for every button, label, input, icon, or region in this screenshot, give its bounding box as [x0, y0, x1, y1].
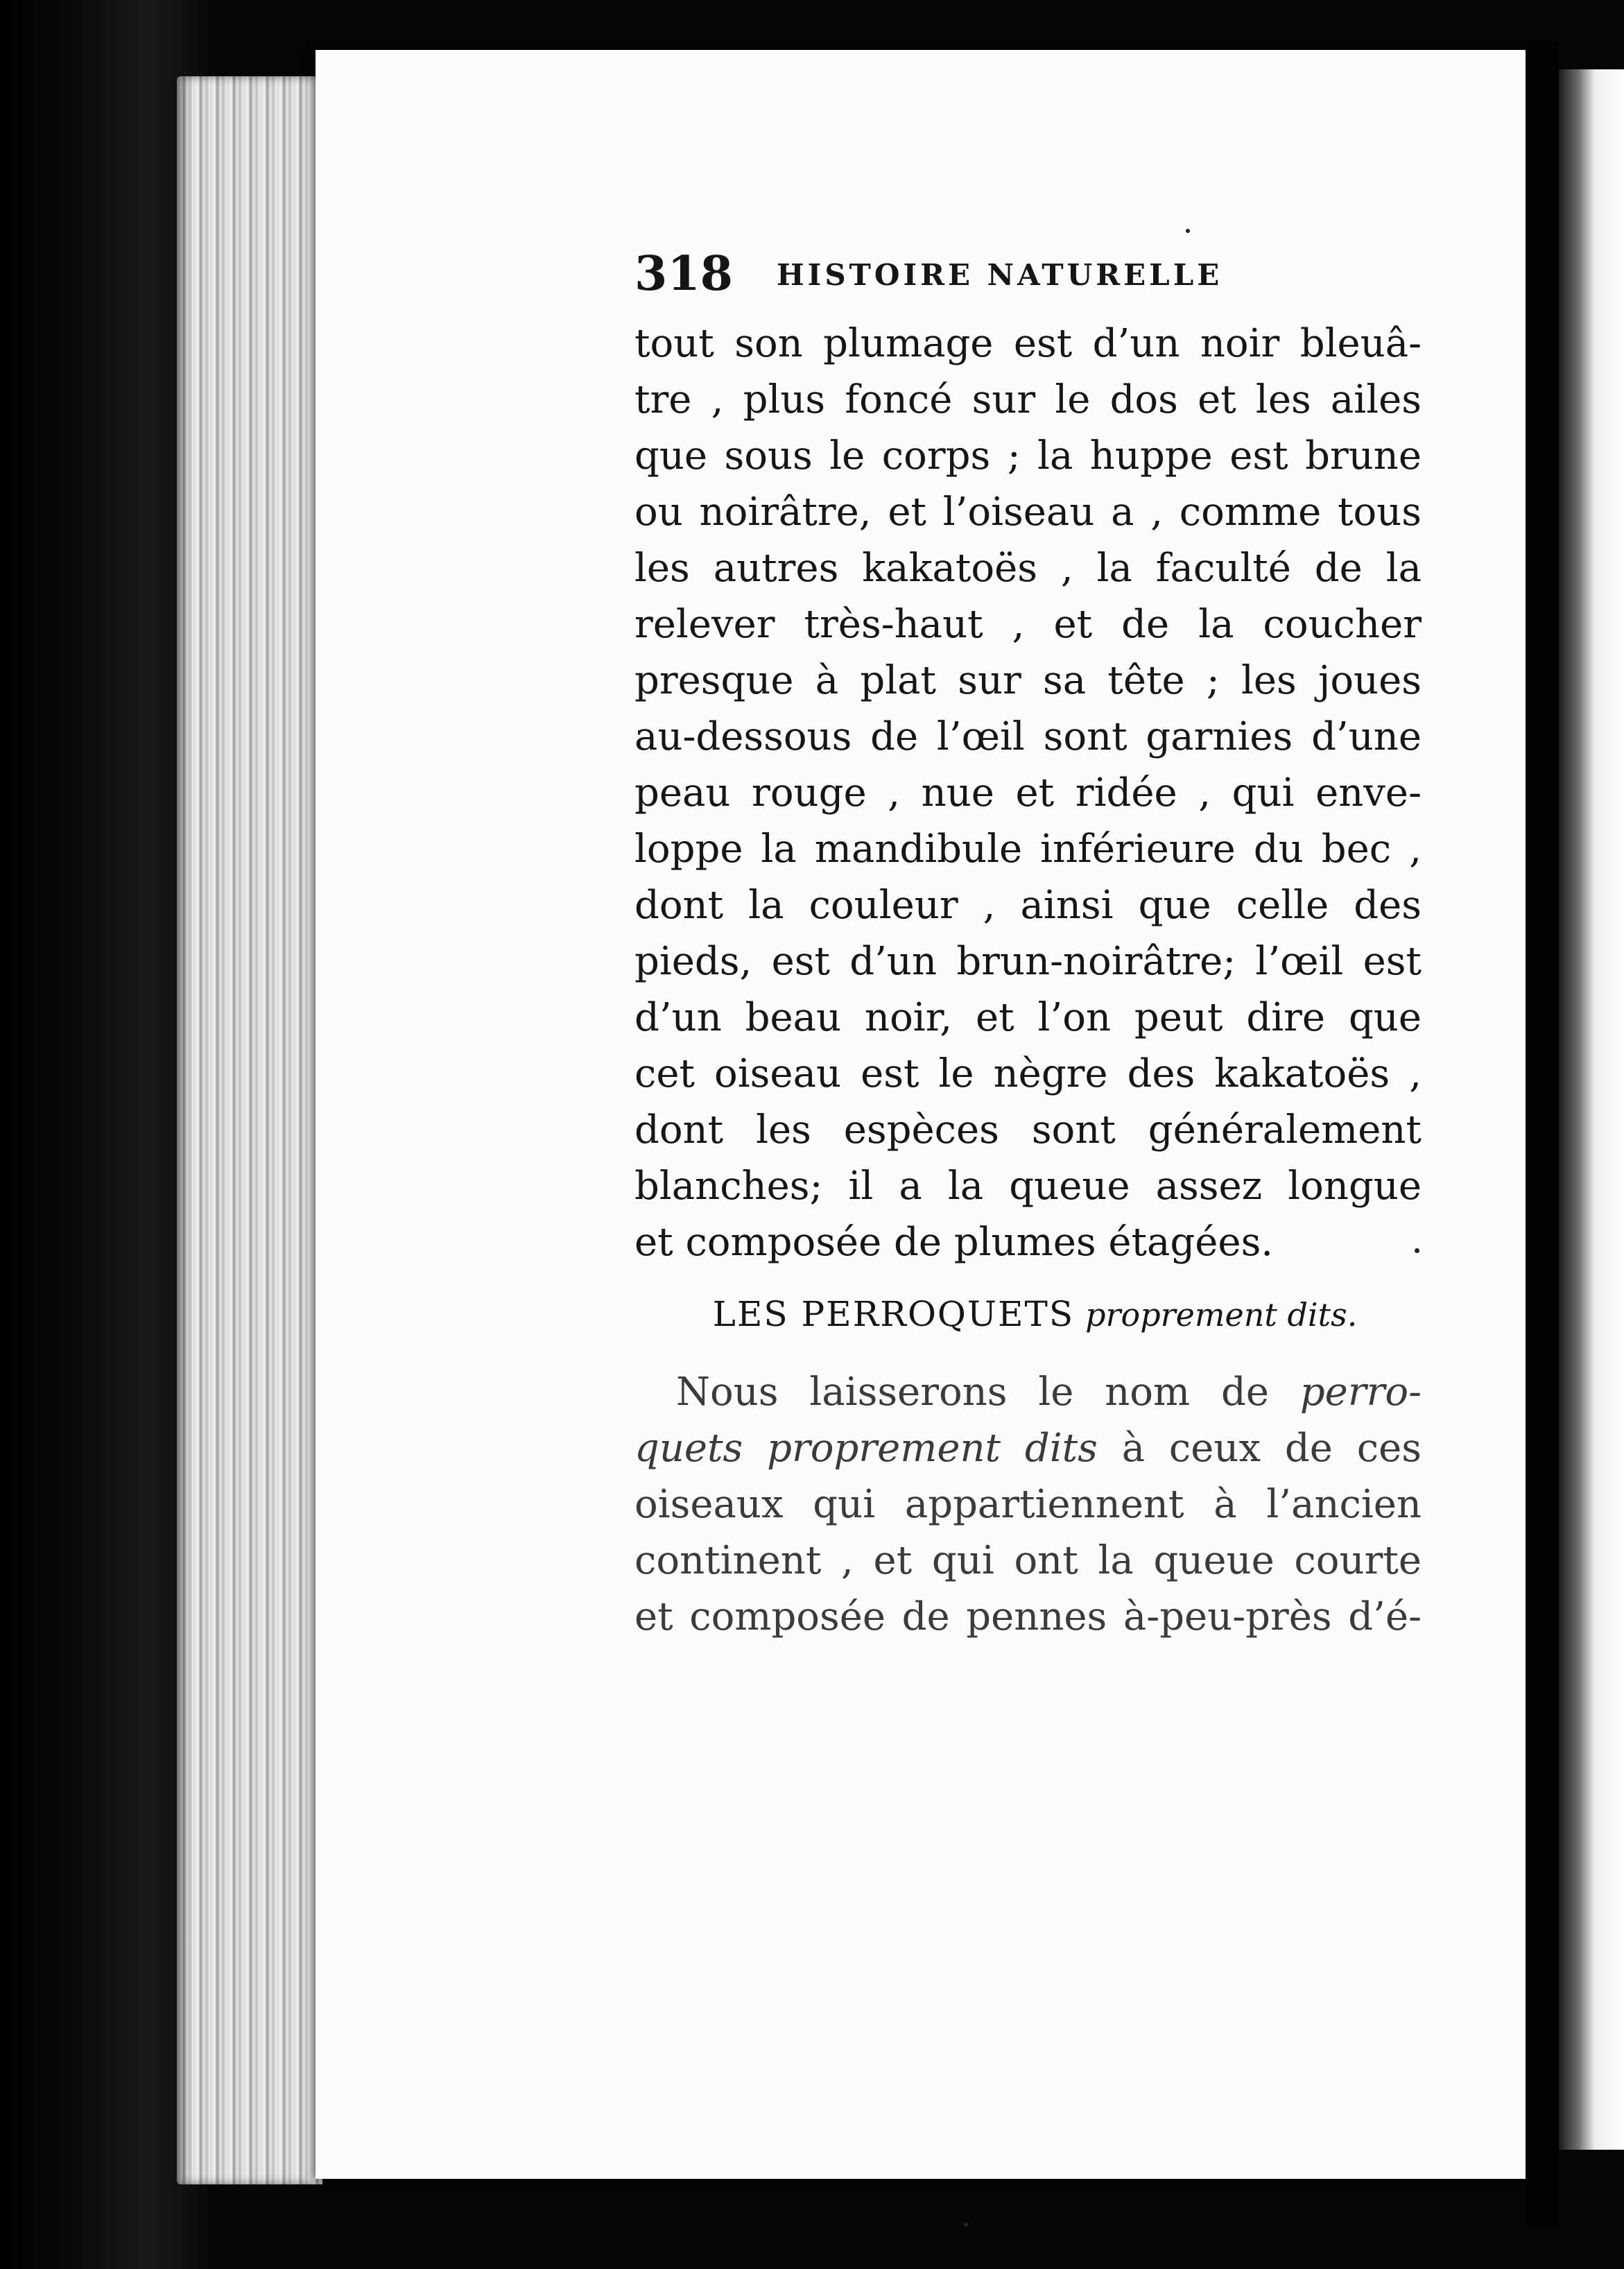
text-line: relever très-haut , et de la coucher [634, 602, 1422, 647]
italic-text: perro- [1299, 1370, 1422, 1415]
text-line: d’un beau noir, et l’on peut dire que [634, 995, 1422, 1040]
paragraph-1 [634, 316, 1422, 1270]
text-line: dont la couleur , ainsi que celle des [634, 883, 1422, 928]
page-number: 318 [634, 246, 733, 302]
text-line: oiseaux qui appartiennent à l’ancien [634, 1482, 1422, 1527]
text-line [634, 1364, 1422, 1420]
running-title: HISTOIRE NATURELLE [777, 258, 1223, 292]
text-line [634, 1420, 1422, 1476]
text-line: loppe la mandibule inférieure du bec , [634, 827, 1422, 872]
text-span: Nous laisserons le nom de [676, 1370, 1300, 1415]
page-edges [177, 76, 322, 2184]
text-line: et composée de plumes étagées. [634, 1220, 1274, 1265]
page-text [634, 239, 1422, 1645]
section-heading-main: LES PERROQUETS [712, 1294, 1075, 1334]
adjacent-page-edge [1559, 69, 1624, 2150]
text-line: au-dessous de l’œil sont garnies d’une [634, 714, 1422, 759]
paragraph-2 [634, 1364, 1422, 1645]
text-line: dont les espèces sont généralement [634, 1107, 1422, 1153]
text-line: blanches; il a la queue assez longue [634, 1164, 1422, 1209]
page-gutter [1526, 42, 1559, 2226]
ink-speck [1186, 229, 1190, 233]
text-span: à ceux de ces [1097, 1426, 1422, 1471]
text-line: les autres kakatoës , la faculté de la [634, 546, 1422, 591]
text-line: continent , et qui ont la queue courte [634, 1538, 1422, 1583]
ink-speck [1415, 1248, 1419, 1253]
text-line: tre , plus foncé sur le dos et les ailes [634, 377, 1422, 422]
running-head [634, 239, 1422, 316]
text-line: peau rouge , nue et ridée , qui enve- [634, 770, 1422, 816]
text-line: ou noirâtre, et l’oiseau a , comme tous [634, 490, 1422, 535]
section-heading-italic: proprement dits. [1085, 1296, 1358, 1334]
text-line: que sous le corps ; la huppe est brune [634, 433, 1422, 478]
text-line: cet oiseau est le nègre des kakatoës , [634, 1051, 1422, 1096]
text-line: et composée de pennes à-peu-près d’é- [634, 1594, 1422, 1639]
italic-text: quets proprement dits [634, 1426, 1098, 1471]
ink-speck [964, 2223, 968, 2227]
section-heading [634, 1290, 1422, 1339]
text-line: presque à plat sur sa tête ; les joues [634, 658, 1422, 703]
text-line: pieds, est d’un brun-noirâtre; l’œil est [634, 939, 1422, 984]
text-line: tout son plumage est d’un noir bleuâ- [634, 321, 1422, 366]
